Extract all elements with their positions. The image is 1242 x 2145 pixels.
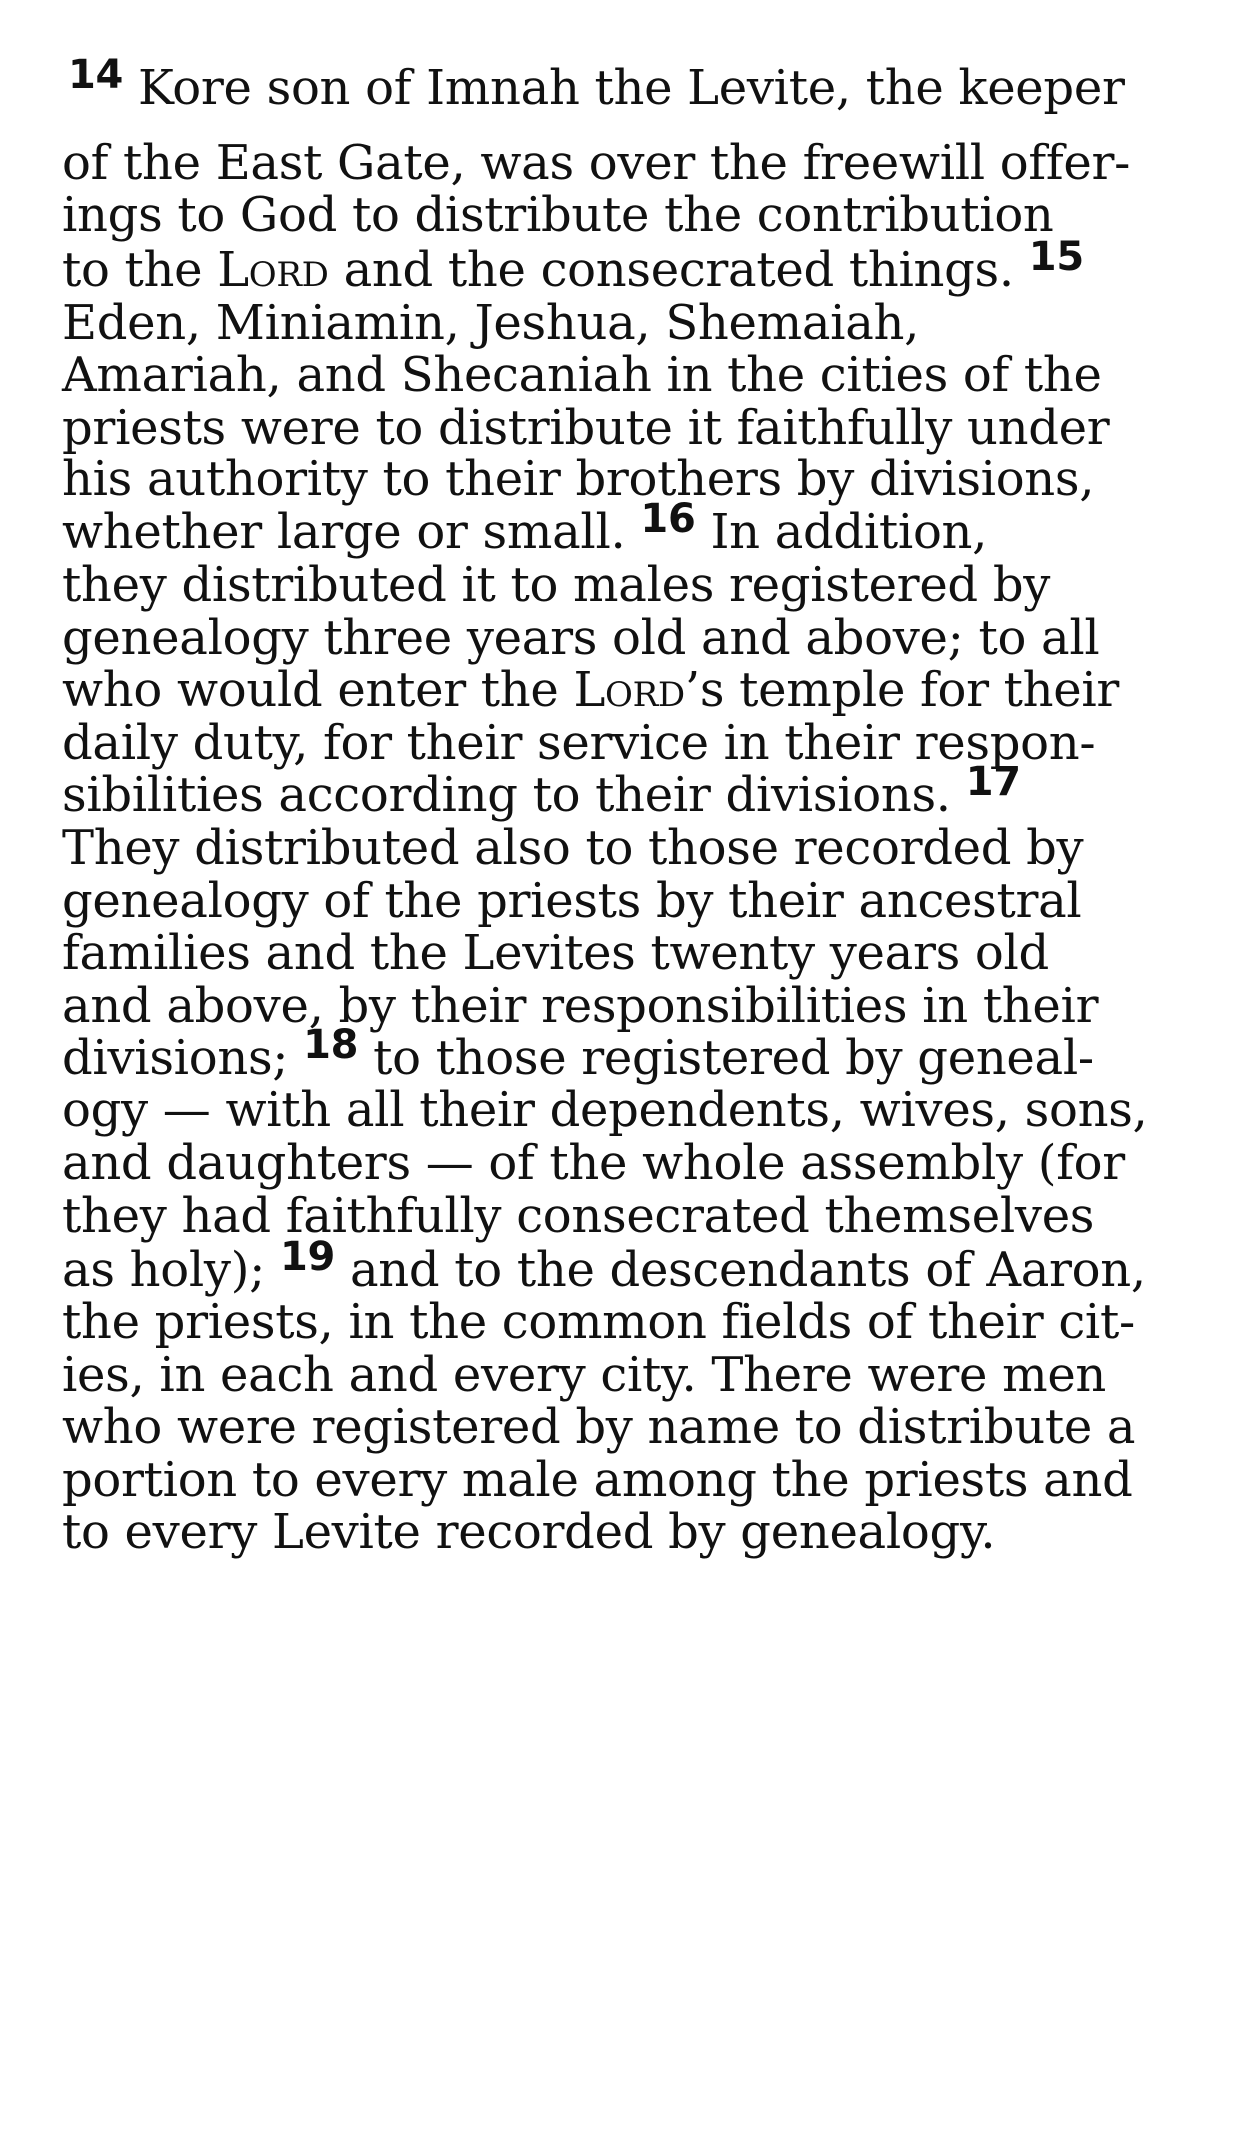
verse-number: 14 [68, 52, 124, 98]
verse-number: 19 [279, 1234, 336, 1280]
verse-text: Amariah, and Shecaniah in the cities of the [62, 347, 1102, 403]
verse-text: and above, by their responsibilities in their [62, 978, 1099, 1034]
verse-text: they had faithfully consecrated themselves [62, 1188, 1095, 1244]
passage-line [62, 449, 1094, 509]
verse-text: divisions; [62, 1030, 304, 1086]
passage-line [62, 1345, 1106, 1405]
verse-text: who were registered by name to distribute a [62, 1399, 1136, 1455]
passage-line [62, 871, 1081, 931]
verse-text: to those registered by geneal- [358, 1030, 1094, 1086]
verse-text: ies, in each and every city. There were men [62, 1347, 1107, 1403]
verse-text: ings to God to distribute the contribution [62, 187, 1054, 243]
verse-text: genealogy three years old and above; to all [62, 610, 1100, 666]
passage-line [62, 1502, 995, 1562]
passage-line [62, 923, 1049, 983]
verse-text: daily duty, for their service in their respon- [62, 715, 1096, 771]
verse-text: ’s temple for their [684, 662, 1120, 718]
verse-number: 18 [303, 1022, 359, 1068]
passage-line [62, 555, 1050, 615]
passage-line [62, 1186, 1094, 1246]
verse-text: to every Levite recorded by genealogy. [62, 1504, 996, 1560]
passage-line [68, 52, 1125, 121]
verse-number: 17 [965, 759, 1021, 805]
verse-text: They distributed also to those recorded by [62, 820, 1084, 876]
passage-line [62, 1397, 1135, 1457]
verse-text: ogy — with all their dependents, wives, sons, [62, 1082, 1148, 1138]
verse-text: of the East Gate, was over the freewill offer- [62, 135, 1131, 191]
verse-text: and daughters — of the whole assembly (for [62, 1135, 1125, 1191]
passage-line [62, 1292, 1135, 1352]
passage-line [62, 185, 1054, 245]
verse-text: they distributed it to males registered by [62, 557, 1051, 613]
divine-name-smallcaps: Lord [217, 242, 329, 298]
passage-line [62, 133, 1130, 193]
verse-text: families and the Levites twenty years old [62, 925, 1049, 981]
passage-line [62, 293, 919, 353]
verse-text: priests were to distribute it faithfully under [62, 400, 1110, 456]
verse-number: 16 [640, 496, 696, 542]
passage-line [62, 1080, 1148, 1140]
verse-text: the priests, in the common fields of their cit- [62, 1294, 1135, 1350]
verse-text: as holy); [62, 1242, 280, 1298]
verse-text: sibilities according to their divisions. [62, 767, 966, 823]
passage-line [62, 976, 1098, 1036]
passage-line [62, 1450, 1133, 1510]
verse-text: who would enter the [62, 662, 574, 718]
passage-line [62, 713, 1095, 773]
verse-text: portion to every male among the priests and [62, 1452, 1133, 1508]
passage-line [62, 345, 1102, 405]
verse-text: his authority to their brothers by divisions, [62, 451, 1095, 507]
verse-text: In addition, [695, 504, 988, 560]
verse-text: to the [62, 242, 218, 298]
verse-text: Kore son of Imnah the Levite, the keeper [123, 60, 1125, 116]
passage-line [62, 1133, 1125, 1193]
passage-line [62, 608, 1099, 668]
verse-text: genealogy of the priests by their ancestral [62, 873, 1082, 929]
verse-text: and to the descendants of Aaron, [335, 1242, 1146, 1298]
verse-number: 15 [1028, 234, 1084, 280]
passage-line [62, 660, 1119, 720]
verse-text: whether large or small. [62, 504, 641, 560]
divine-name-smallcaps: Lord [573, 662, 685, 718]
verse-text: and the consecrated things. [328, 242, 1029, 298]
passage-line [62, 818, 1083, 878]
verse-text: Eden, Miniamin, Jeshua, Shemaiah, [62, 295, 920, 351]
